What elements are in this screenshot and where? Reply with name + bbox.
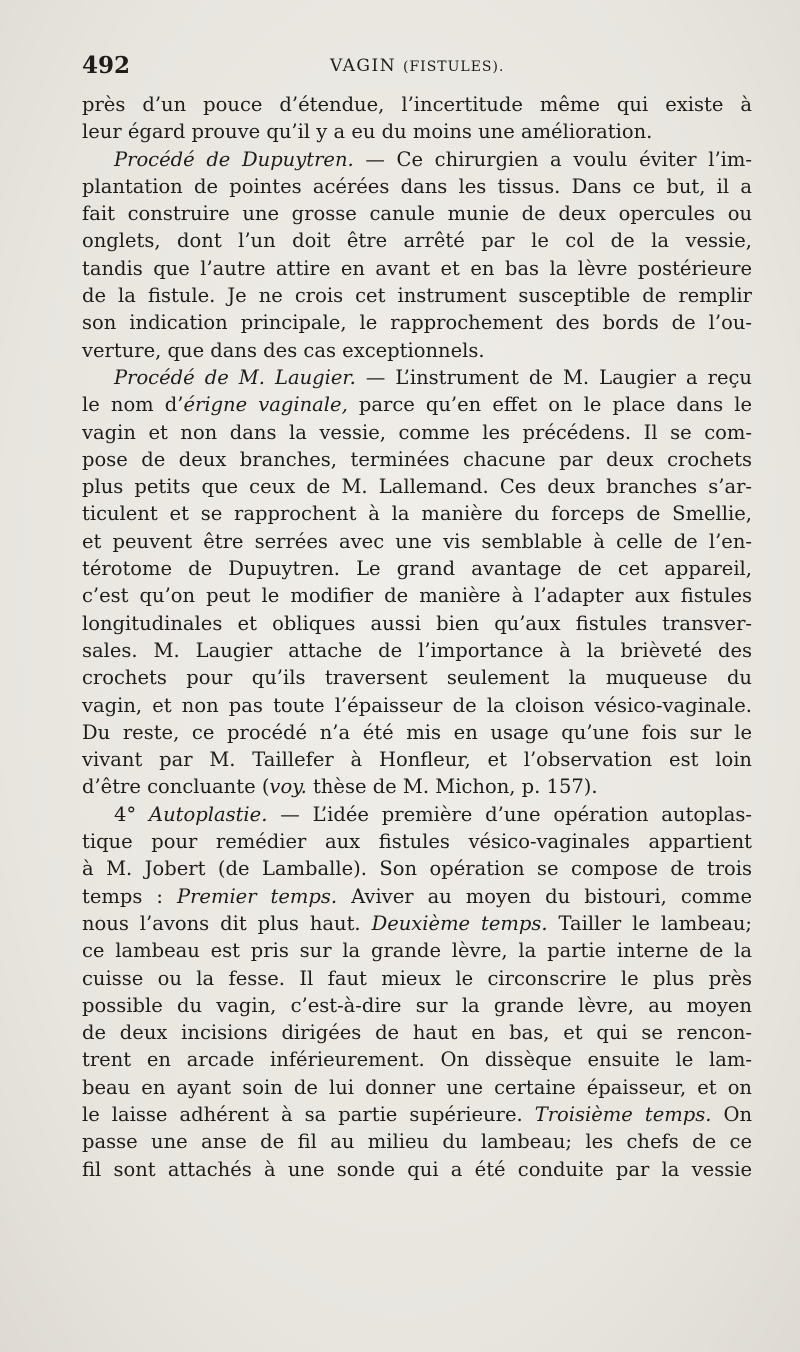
page-body xyxy=(82,91,752,1183)
text-run: onglets, dont l’un doit être arrêté par le col de la vessie, xyxy=(82,229,752,253)
text-run: trent en arcade inférieurement. On dissèque ensuite le lam- xyxy=(82,1048,752,1072)
text-line xyxy=(82,500,752,527)
italic-text: Procédé de M. Laugier. xyxy=(114,365,356,389)
page-number: 492 xyxy=(82,52,131,79)
text-run: leur égard prouve qu’il y a eu du moins une amélioration. xyxy=(82,120,653,144)
text-run: fil sont attachés à une sonde qui a été conduite par la vessie xyxy=(82,1157,752,1181)
text-run: tique pour remédier aux fistules vésico-vaginales appartient xyxy=(82,830,752,854)
text-line xyxy=(82,1046,752,1073)
text-run: ce lambeau est pris sur la grande lèvre, la partie interne de la xyxy=(82,939,752,963)
italic-text: Deuxième temps. xyxy=(371,911,548,935)
text-run: fait construire une grosse canule munie de deux opercules ou xyxy=(82,202,752,226)
italic-text: Premier temps. xyxy=(176,884,338,908)
text-line xyxy=(82,937,752,964)
text-run: beau en ayant soin de lui donner une certaine épaisseur, et on xyxy=(82,1075,752,1099)
text-run: parce qu’en effet on le place dans le xyxy=(347,393,752,417)
text-line xyxy=(82,146,752,173)
italic-text: érigne vaginale, xyxy=(183,393,348,417)
text-run: vagin et non dans la vessie, comme les précédens. Il se com- xyxy=(82,420,752,444)
text-run: c’est qu’on peut le modifier de manière à l’adapter aux fistules xyxy=(82,584,752,608)
text-run: tandis que l’autre attire en avant et en bas la lèvre postérieure xyxy=(82,256,752,280)
text-line xyxy=(82,773,752,800)
text-run: nous l’avons dit plus haut. xyxy=(82,911,372,935)
text-line xyxy=(82,637,752,664)
text-line xyxy=(82,965,752,992)
text-line xyxy=(82,1156,752,1183)
text-line xyxy=(82,337,752,364)
page-header xyxy=(82,52,752,84)
text-run: plus petits que ceux de M. Lallemand. Ces deux branches s’ar- xyxy=(82,475,752,499)
text-run: passe une anse de fil au milieu du lambeau; les chefs de ce xyxy=(82,1130,752,1154)
text-run: — L’idée première d’une opération autoplas- xyxy=(267,802,752,826)
text-line xyxy=(82,582,752,609)
italic-text: Procédé de Dupuytren. xyxy=(114,147,354,171)
text-run: possible du vagin, c’est-à-dire sur la grande lèvre, au moyen xyxy=(82,993,752,1017)
text-line xyxy=(82,855,752,882)
text-line xyxy=(82,173,752,200)
text-line xyxy=(82,992,752,1019)
text-run: d’être concluante ( xyxy=(82,775,270,799)
text-line xyxy=(82,118,752,145)
text-line xyxy=(82,719,752,746)
text-line xyxy=(82,610,752,637)
text-run: longitudinales et obliques aussi bien qu’aux fistules transver- xyxy=(82,611,752,635)
italic-text: voy. xyxy=(269,775,307,799)
text-run: thèse de M. Michon, p. 157). xyxy=(306,775,598,799)
text-run: On xyxy=(711,1102,753,1126)
running-head xyxy=(330,56,504,76)
text-line xyxy=(82,91,752,118)
text-run: cuisse ou la fesse. Il faut mieux le circonscrire le plus près xyxy=(82,966,752,990)
text-run: pose de deux branches, terminées chacune par deux crochets xyxy=(82,447,752,471)
text-line xyxy=(82,473,752,500)
text-run: plantation de pointes acérées dans les tissus. Dans ce but, il a xyxy=(82,174,752,198)
text-line xyxy=(82,282,752,309)
text-run: son indication principale, le rapprochement des bords de l’ou- xyxy=(82,311,752,335)
text-line xyxy=(82,664,752,691)
text-run: à M. Jobert (de Lamballe). Son opération se compose de trois xyxy=(82,857,752,881)
text-line xyxy=(82,828,752,855)
text-run: — Ce chirurgien a voulu éviter l’im- xyxy=(353,147,752,171)
text-run: Tailler le lambeau; xyxy=(547,911,752,935)
text-run: et peuvent être serrées avec une vis semblable à celle de l’en- xyxy=(82,529,752,553)
text-run: près d’un pouce d’étendue, l’incertitude même qui existe à xyxy=(82,93,752,116)
text-line xyxy=(82,1019,752,1046)
text-line xyxy=(82,1074,752,1101)
text-run: le nom d’ xyxy=(82,393,184,417)
text-run: de la fistule. Je ne crois cet instrument susceptible de remplir xyxy=(82,284,752,308)
running-head-main: VAGIN xyxy=(330,56,397,76)
text-run: crochets pour qu’ils traversent seulement la muqueuse du xyxy=(82,666,752,690)
text-line xyxy=(82,200,752,227)
text-line xyxy=(82,910,752,937)
text-run: — L’instrument de M. Laugier a reçu xyxy=(355,365,752,389)
text-run: verture, que dans des cas exceptionnels. xyxy=(82,338,485,362)
text-line xyxy=(82,528,752,555)
text-run: temps : xyxy=(82,884,177,908)
text-line xyxy=(82,309,752,336)
text-line xyxy=(82,255,752,282)
text-run: vivant par M. Taillefer à Honfleur, et l’observation est loin xyxy=(82,748,752,772)
text-run: le laisse adhérent à sa partie supérieure. xyxy=(82,1102,535,1126)
text-run: Du reste, ce procédé n’a été mis en usage qu’une fois sur le xyxy=(82,720,752,744)
text-line xyxy=(82,801,752,828)
text-run: ticulent et se rapprochent à la manière du forceps de Smellie, xyxy=(82,502,752,526)
text-run: 4° xyxy=(114,802,150,826)
text-run: sales. M. Laugier attache de l’importance à la brièveté des xyxy=(82,638,752,662)
text-line xyxy=(82,1101,752,1128)
italic-text: Autoplastie. xyxy=(149,802,268,826)
running-head-paren: (FISTULES). xyxy=(402,59,505,75)
text-line xyxy=(82,419,752,446)
text-line xyxy=(82,555,752,582)
text-line xyxy=(82,364,752,391)
text-line xyxy=(82,883,752,910)
text-run: de deux incisions dirigées de haut en bas, et qui se rencon- xyxy=(82,1021,752,1045)
text-line xyxy=(82,692,752,719)
text-line xyxy=(82,446,752,473)
text-line xyxy=(82,746,752,773)
italic-text: Troisième temps. xyxy=(534,1102,712,1126)
text-line xyxy=(82,391,752,418)
text-run: vagin, et non pas toute l’épaisseur de la cloison vésico-vaginale. xyxy=(82,693,752,717)
text-line xyxy=(82,1128,752,1155)
text-run: térotome de Dupuytren. Le grand avantage de cet appareil, xyxy=(82,557,752,581)
text-run: Aviver au moyen du bistouri, comme xyxy=(337,884,753,908)
text-line xyxy=(82,227,752,254)
